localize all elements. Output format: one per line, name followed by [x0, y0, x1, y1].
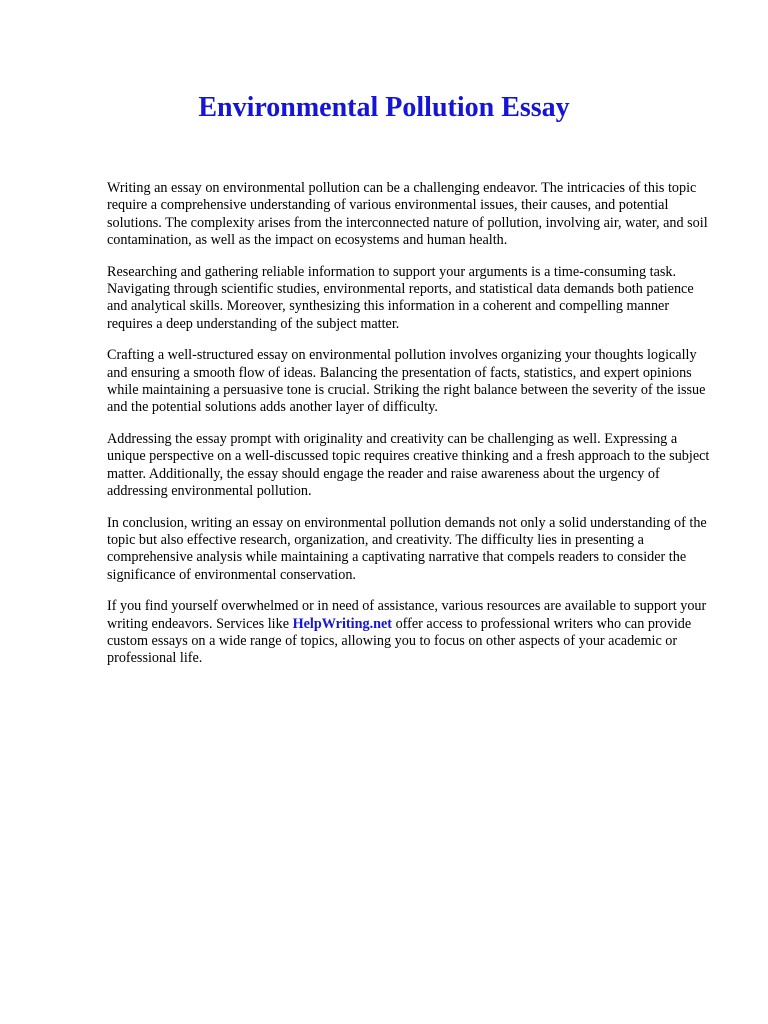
paragraph-5: In conclusion, writing an essay on environmental pollution demands not only a solid understanding of the topic but also effective research, organization, and creativity. The difficulty lies in presenting a comprehensive analysis while maintaining a captivating narrative that compels readers to consider the significance of environmental conservation. [107, 514, 707, 583]
helpwriting-link[interactable]: HelpWriting.net [292, 615, 393, 632]
paragraph-6 [107, 598, 714, 668]
paragraph-1: Writing an essay on environmental pollution can be a challenging endeavor. The intricacies of this topic require a comprehensive understanding of various environmental issues, their causes, and potential solutions. The complexity arises from the interconnected nature of pollution, involving air, water, and soil contamination, as well as the impact on ecosystems and human health. [107, 180, 708, 249]
essay-body [107, 180, 714, 682]
page-title: Environmental Pollution Essay [198, 92, 570, 123]
paragraph-3: Crafting a well-structured essay on environmental pollution involves organizing your thoughts logically and ensuring a smooth flow of ideas. Balancing the presentation of facts, statistics, and expert opinions while maintaining a persuasive tone is crucial. Striking the right balance between the severity of the issue and the potential solutions adds another layer of difficulty. [107, 347, 706, 416]
paragraph-4: Addressing the essay prompt with originality and creativity can be challenging as well. Expressing a unique perspective on a well-discussed topic requires creative thinking and a fresh approach to the subject matter. Additionally, the essay should engage the reader and raise awareness about the urgency of addressing environmental pollution. [107, 430, 710, 500]
paragraph-2: Researching and gathering reliable information to support your arguments is a time-consuming task. Navigating through scientific studies, environmental reports, and statistical data demands both patience and analytical skills. Moreover, synthesizing this information in a coherent and compelling manner requires a deep understanding of the subject matter. [107, 263, 694, 332]
paragraph-6-after-link: offer access to professional writers who can provide custom essays on a wide range of topics, allowing you to focus on other aspects of your academic or professional life. [107, 615, 692, 667]
paragraph-6-before-link: If you find yourself overwhelmed or in need of assistance, various resources are available to support your writing endeavors. Services like [107, 598, 707, 632]
